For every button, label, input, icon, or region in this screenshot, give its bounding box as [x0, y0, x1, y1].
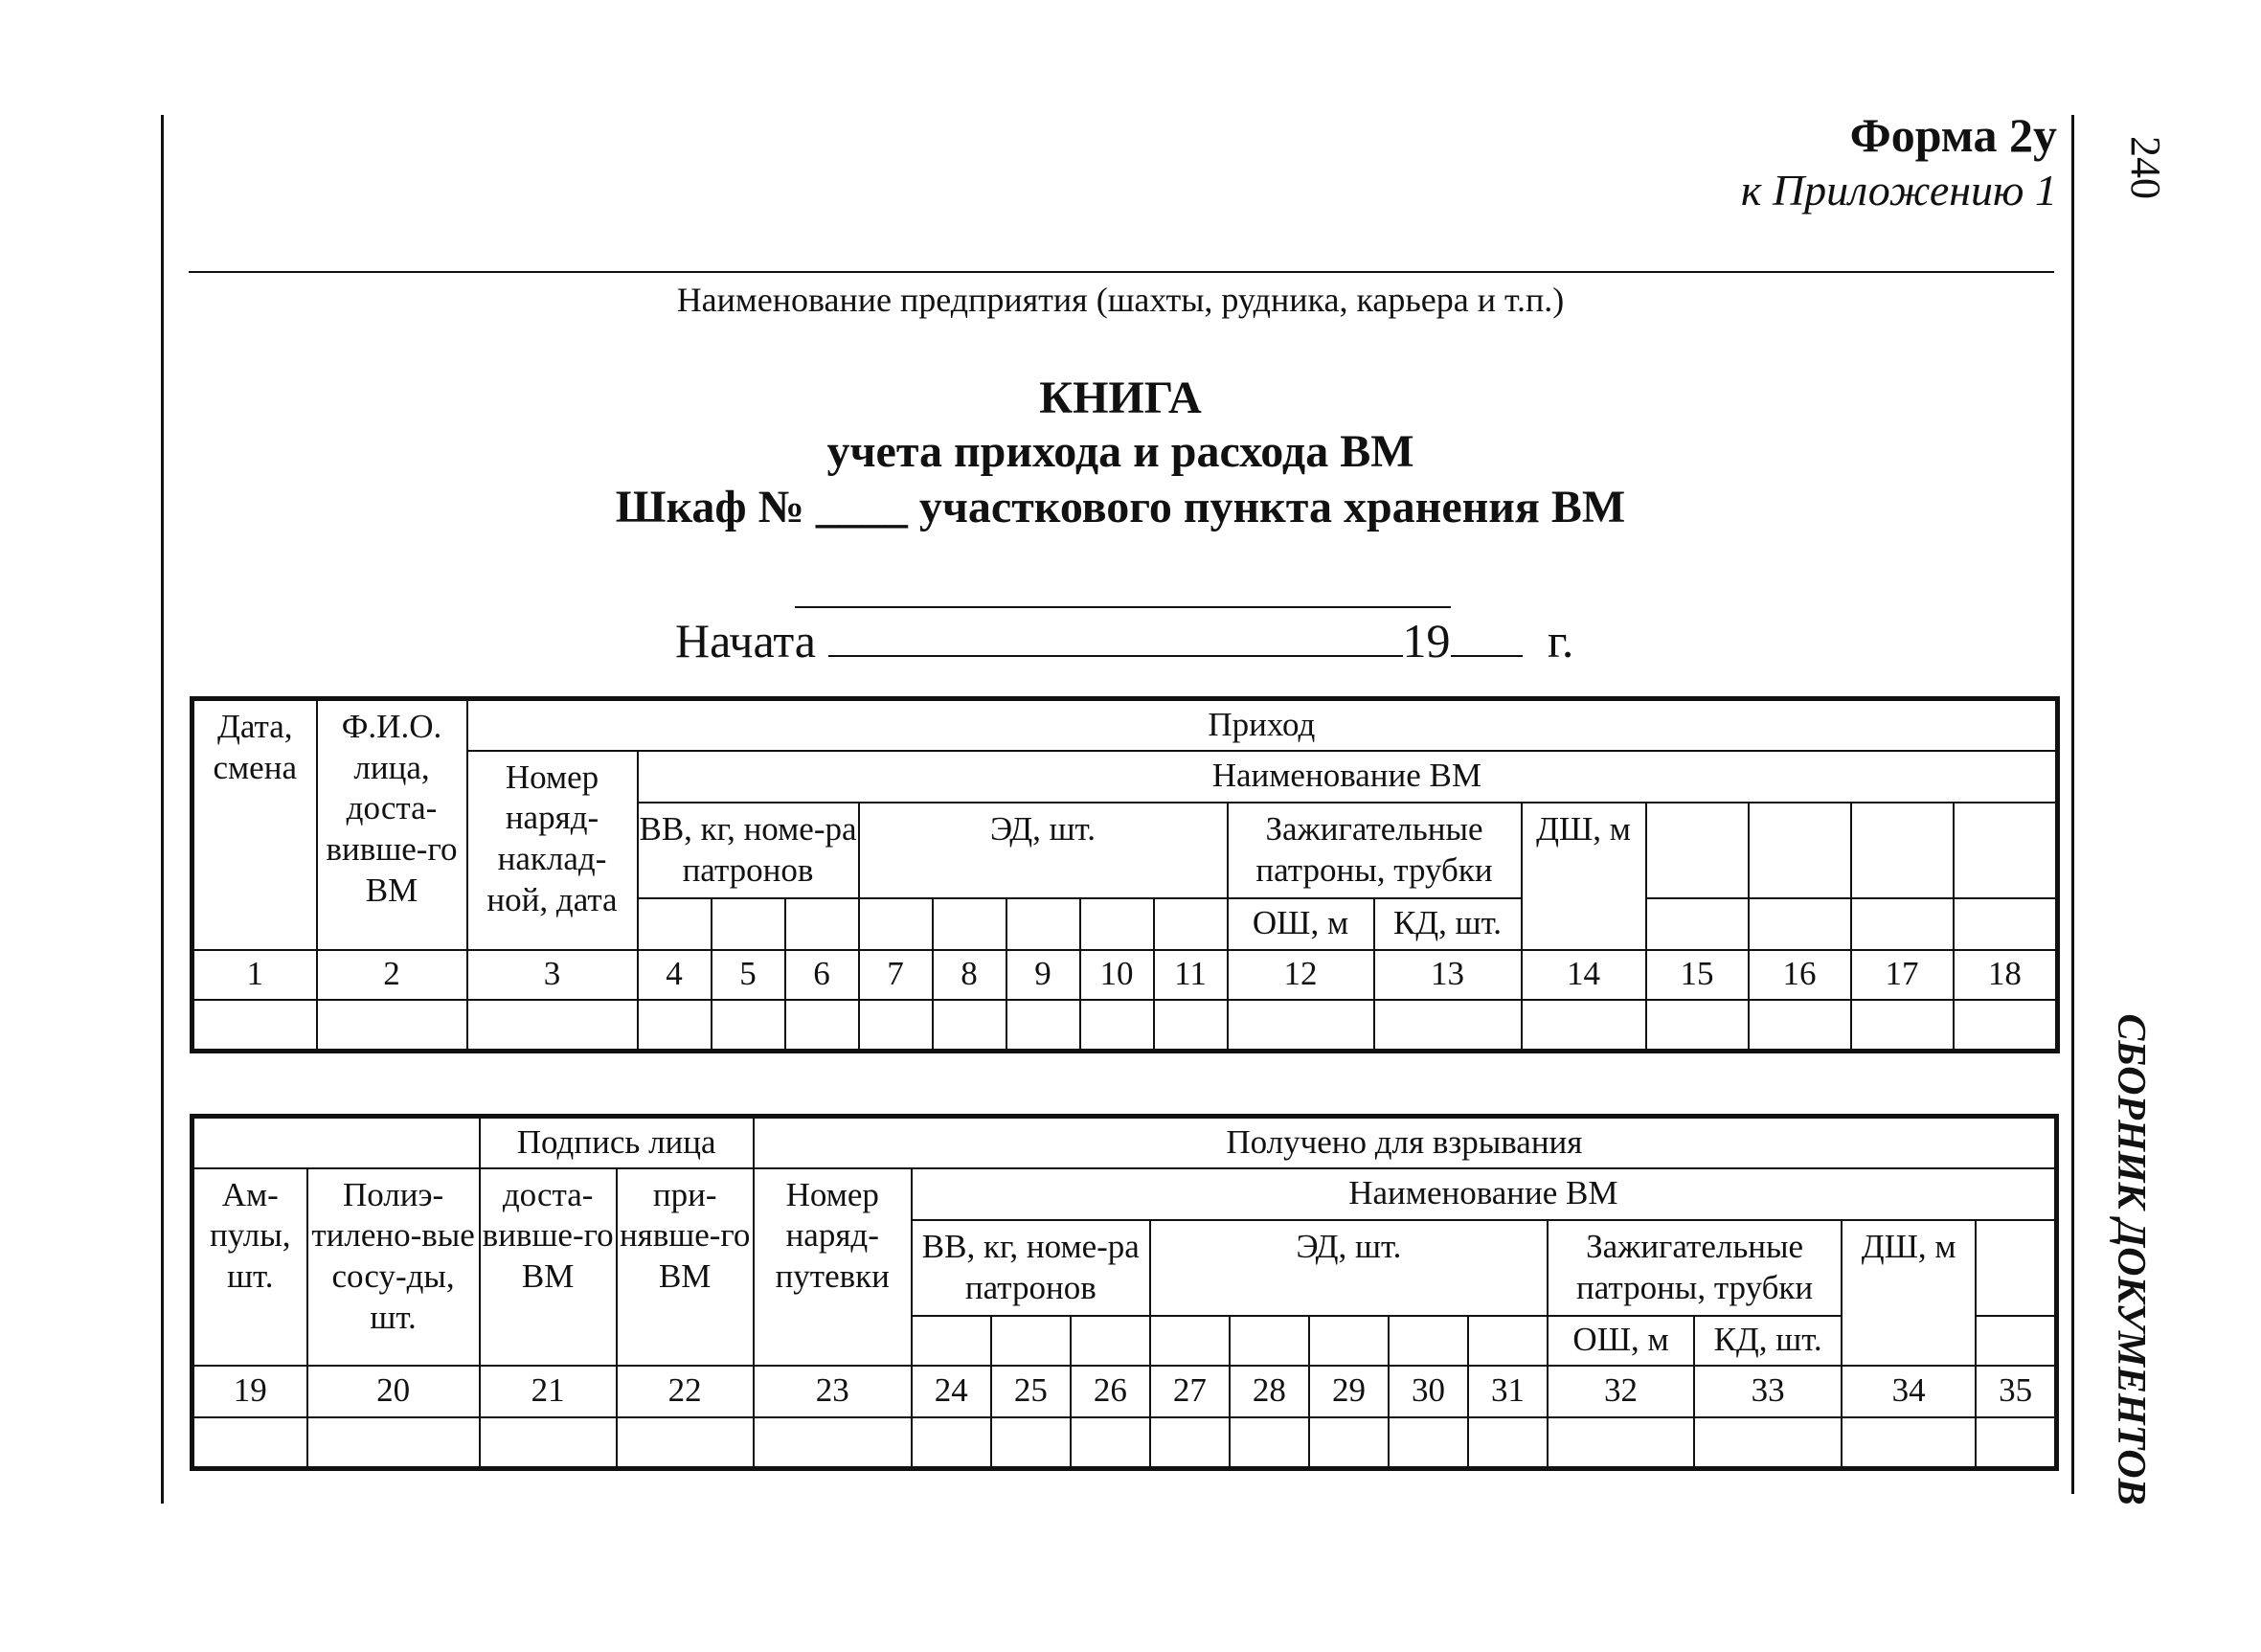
col-number: 5: [712, 950, 785, 1000]
title-line-3: Шкаф № ____ участкового пункта хранения ВМ: [615, 482, 1626, 532]
data-cell[interactable]: [467, 1000, 638, 1052]
col-osh-header: ОШ, м: [1228, 898, 1374, 950]
col-number: 33: [1694, 1366, 1842, 1417]
data-cell[interactable]: [1080, 1000, 1154, 1052]
sub-10: [1080, 898, 1154, 950]
sub-15: [1646, 898, 1749, 950]
col-number: 25: [991, 1366, 1071, 1417]
col-vv-header-2: ВВ, кг, номе-ра патронов: [912, 1220, 1150, 1316]
col-number: 23: [754, 1366, 912, 1417]
col-number: 16: [1749, 950, 1851, 1000]
col-number: 32: [1548, 1366, 1694, 1417]
started-year-suffix: г.: [1548, 614, 1574, 668]
col-number: 1: [192, 950, 317, 1000]
form-subtitle: к Приложению 1: [1740, 166, 2057, 215]
blank-header-35: [1976, 1220, 2056, 1316]
col-number: 6: [785, 950, 859, 1000]
data-cell[interactable]: [1154, 1000, 1228, 1052]
sub-17: [1851, 898, 1954, 950]
data-cell[interactable]: [1954, 1000, 2058, 1052]
vm-name-header: Наименование ВМ: [638, 751, 2058, 803]
started-label: Начата: [675, 614, 816, 668]
data-cell[interactable]: [1389, 1417, 1468, 1469]
col-dsh-header: ДШ, м: [1522, 803, 1646, 950]
data-cell[interactable]: [638, 1000, 712, 1052]
data-cell[interactable]: [192, 1417, 307, 1469]
col-number: 17: [1851, 950, 1954, 1000]
started-date-blank[interactable]: [828, 617, 1403, 657]
signature-group-header: Подпись лица: [480, 1117, 754, 1168]
data-cell[interactable]: [991, 1417, 1071, 1469]
blank-header-15: [1646, 803, 1749, 898]
sub-29: [1309, 1316, 1389, 1366]
col-number: 22: [617, 1366, 754, 1417]
col-number: 19: [192, 1366, 307, 1417]
data-cell[interactable]: [307, 1417, 480, 1469]
data-cell[interactable]: [859, 1000, 933, 1052]
col-number: 12: [1228, 950, 1374, 1000]
sub-7: [859, 898, 933, 950]
col-number: 15: [1646, 950, 1749, 1000]
data-cell[interactable]: [1976, 1417, 2056, 1469]
col-number: 11: [1154, 950, 1228, 1000]
data-cell[interactable]: [712, 1000, 785, 1052]
left-margin-line: [161, 115, 164, 1504]
sub-6: [785, 898, 859, 950]
data-cell[interactable]: [1548, 1417, 1694, 1469]
col-number: 10: [1080, 950, 1154, 1000]
col-number: 28: [1230, 1366, 1309, 1417]
sub-9: [1006, 898, 1080, 950]
col-dsh-header-2: ДШ, м: [1842, 1220, 1976, 1366]
col-ampoules-header: Ам-пулы, шт.: [192, 1168, 307, 1366]
col-number: 20: [307, 1366, 480, 1417]
col-kd-header-2: КД, шт.: [1694, 1316, 1842, 1366]
data-cell[interactable]: [1749, 1000, 1851, 1052]
col-number: 7: [859, 950, 933, 1000]
col-number: 31: [1468, 1366, 1548, 1417]
started-year-blank[interactable]: [1451, 617, 1523, 657]
data-cell[interactable]: [1309, 1417, 1389, 1469]
sub-8: [933, 898, 1006, 950]
data-cell[interactable]: [1646, 1000, 1749, 1052]
col-vv-header: ВВ, кг, номе-ра патронов: [638, 803, 859, 898]
col-number: 21: [480, 1366, 617, 1417]
data-cell[interactable]: [754, 1417, 912, 1469]
data-cell[interactable]: [480, 1417, 617, 1469]
data-cell[interactable]: [317, 1000, 467, 1052]
spine-text: СБОРНИК ДОКУМЕНТОВ: [2109, 1013, 2153, 1505]
income-group-header: Приход: [467, 699, 2058, 751]
sub-26: [1071, 1316, 1150, 1366]
col-number: 29: [1309, 1366, 1389, 1417]
col-received-header: при-нявше-го ВМ: [617, 1168, 754, 1366]
data-cell[interactable]: [1006, 1000, 1080, 1052]
sub-35: [1976, 1316, 2056, 1366]
col-number: 9: [1006, 950, 1080, 1000]
page-number: 240: [2122, 136, 2169, 199]
data-cell[interactable]: [617, 1417, 754, 1469]
data-cell[interactable]: [192, 1000, 317, 1052]
data-cell[interactable]: [1230, 1417, 1309, 1469]
col-date-header: Дата, смена: [192, 699, 317, 950]
sub-11: [1154, 898, 1228, 950]
data-cell[interactable]: [785, 1000, 859, 1052]
col-poly-header: Полиэ-тилено-вые сосу-ды, шт.: [307, 1168, 480, 1366]
col-kd-header: КД, шт.: [1374, 898, 1522, 950]
col-fio-header: Ф.И.О. лица, доста-вивше-го ВМ: [317, 699, 467, 950]
blank-header-17: [1851, 803, 1954, 898]
col-number: 2: [317, 950, 467, 1000]
col-number: 18: [1954, 950, 2058, 1000]
data-cell[interactable]: [933, 1000, 1006, 1052]
col-osh-header-2: ОШ, м: [1548, 1316, 1694, 1366]
blank-header-16: [1749, 803, 1851, 898]
blasting-group-header: Получено для взрывания: [754, 1117, 2057, 1168]
col-waybill-header: Номер наряд-путевки: [754, 1168, 912, 1366]
blank-header-18: [1954, 803, 2058, 898]
col-ignition-header-2: Зажигательные патроны, трубки: [1548, 1220, 1842, 1316]
blank-line-top: [795, 606, 1451, 608]
col-number: 35: [1976, 1366, 2056, 1417]
right-margin-line: [2071, 115, 2074, 1494]
blank-top-header: [192, 1117, 480, 1168]
org-name-caption: Наименование предприятия (шахты, рудника, карьера и т.п.): [676, 281, 1565, 319]
col-number: 26: [1071, 1366, 1150, 1417]
blasting-table: [190, 1114, 2059, 1471]
sub-27: [1150, 1316, 1230, 1366]
sub-30: [1389, 1316, 1468, 1366]
org-name-line: [189, 271, 2054, 273]
data-cell[interactable]: [1150, 1417, 1230, 1469]
col-ed-header-2: ЭД, шт.: [1150, 1220, 1548, 1316]
data-cell[interactable]: [1071, 1417, 1150, 1469]
col-number: 3: [467, 950, 638, 1000]
income-table: [190, 696, 2060, 1053]
data-cell[interactable]: [1842, 1417, 1976, 1469]
col-number: 30: [1389, 1366, 1468, 1417]
sub-5: [712, 898, 785, 950]
data-cell[interactable]: [1228, 1000, 1374, 1052]
data-cell[interactable]: [1522, 1000, 1646, 1052]
col-number: 27: [1150, 1366, 1230, 1417]
data-cell[interactable]: [1694, 1417, 1842, 1469]
data-cell[interactable]: [1374, 1000, 1522, 1052]
col-number: 8: [933, 950, 1006, 1000]
col-number: 13: [1374, 950, 1522, 1000]
col-invoice-header: Номер наряд-наклад-ной, дата: [467, 751, 638, 950]
started-year-prefix: 19: [1402, 614, 1451, 668]
form-label: Форма 2у: [1849, 108, 2057, 162]
sub-4: [638, 898, 712, 950]
sub-16: [1749, 898, 1851, 950]
sub-25: [991, 1316, 1071, 1366]
col-delivered-header: доста-вивше-го ВМ: [480, 1168, 617, 1366]
data-cell[interactable]: [912, 1417, 991, 1469]
page-title: КНИГА: [1039, 373, 1202, 423]
sub-24: [912, 1316, 991, 1366]
col-ignition-header: Зажигательные патроны, трубки: [1228, 803, 1522, 898]
sub-31: [1468, 1316, 1548, 1366]
col-ed-header: ЭД, шт.: [859, 803, 1228, 898]
started-line: [675, 613, 1573, 668]
data-cell[interactable]: [1468, 1417, 1548, 1469]
col-number: 4: [638, 950, 712, 1000]
vm-name-header-2: Наименование ВМ: [912, 1168, 2057, 1220]
sub-28: [1230, 1316, 1309, 1366]
col-number: 34: [1842, 1366, 1976, 1417]
data-cell[interactable]: [1851, 1000, 1954, 1052]
sub-18: [1954, 898, 2058, 950]
col-number: 14: [1522, 950, 1646, 1000]
title-line-2: учета прихода и расхода ВМ: [826, 426, 1414, 477]
col-number: 24: [912, 1366, 991, 1417]
